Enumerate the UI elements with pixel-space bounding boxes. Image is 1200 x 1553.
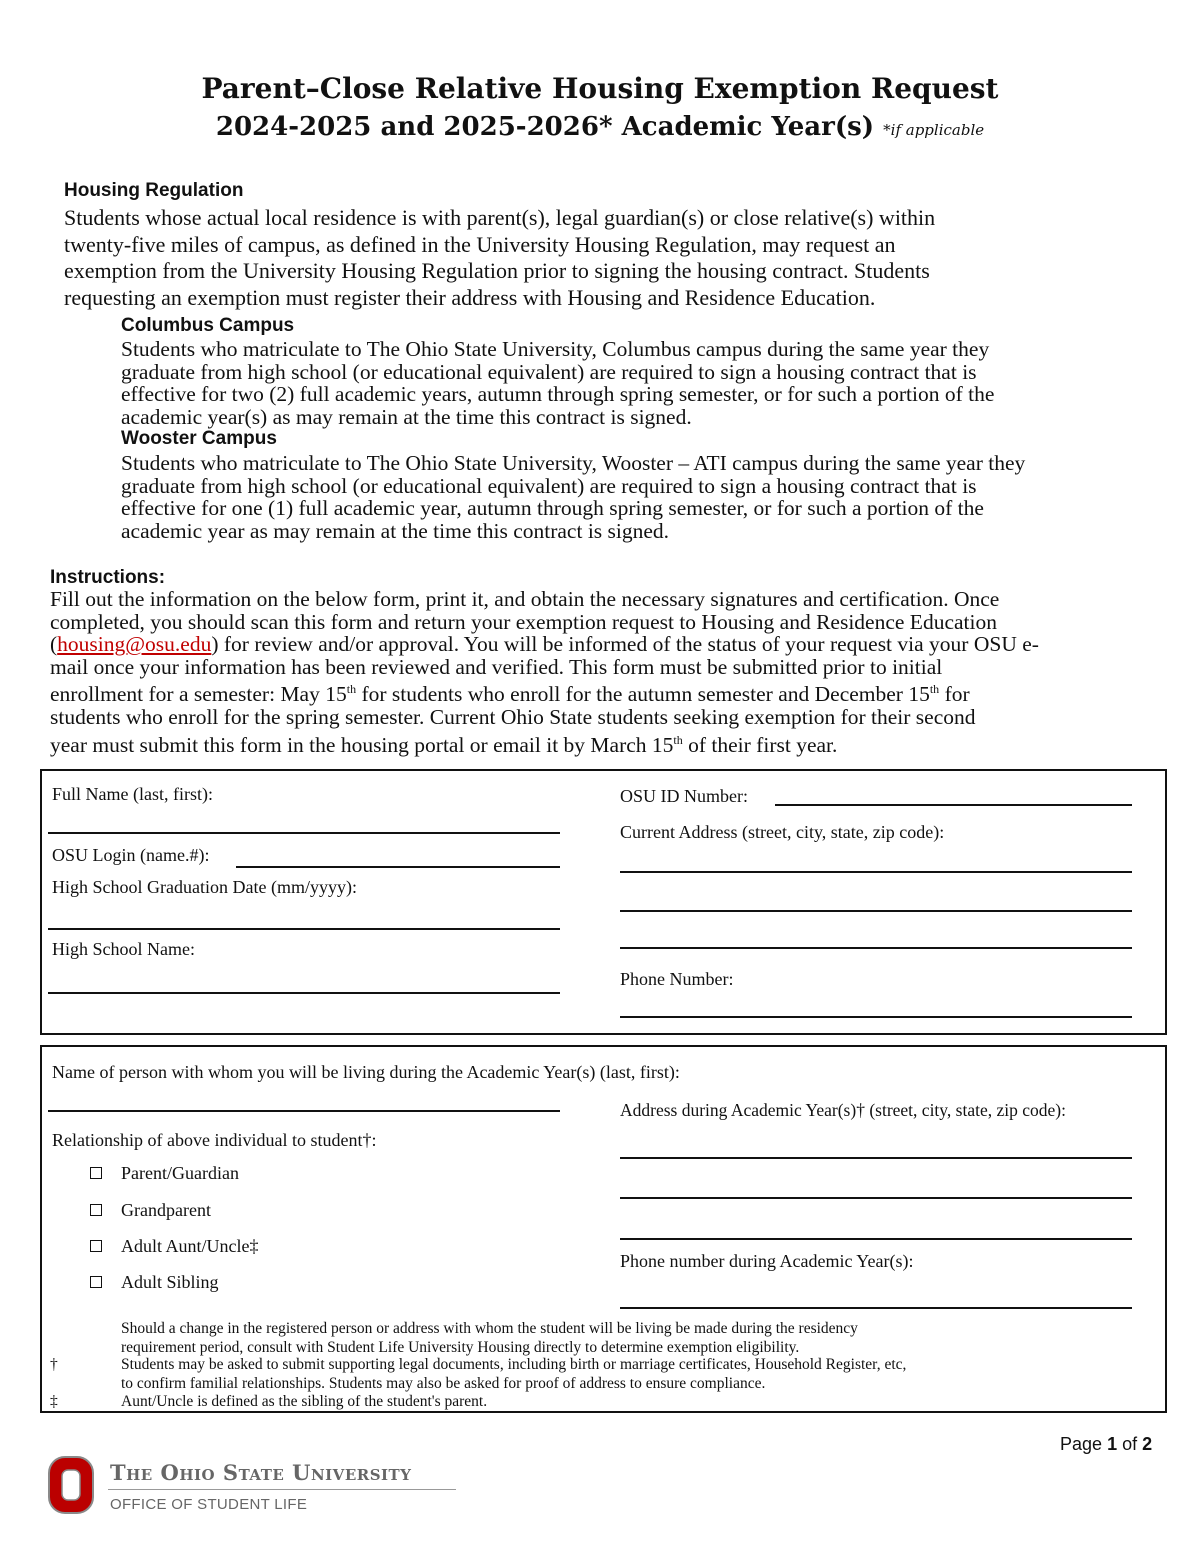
regulation-heading: Housing Regulation <box>64 180 244 201</box>
osu-id-field[interactable] <box>775 804 1132 806</box>
academic-address-field-2[interactable] <box>620 1197 1132 1199</box>
double-dagger-symbol: ‡ <box>50 1393 58 1410</box>
academic-phone-label: Phone number during Academic Year(s): <box>620 1251 914 1271</box>
university-name <box>110 1460 411 1485</box>
instructions-line <box>50 678 1170 706</box>
superscript: th <box>929 682 940 697</box>
instructions-text: year must submit this form in the housing portal or email it by March 15 <box>50 732 674 757</box>
columbus-line: academic year(s) as may remain at the time this contract is signed. <box>121 404 692 429</box>
current-address-field-2[interactable] <box>620 910 1132 912</box>
current-address-label: Current Address (street, city, state, zip code): <box>620 822 945 842</box>
dagger-note <box>121 1356 1161 1393</box>
university-name-text: The Ohio State University <box>110 1460 412 1485</box>
regulation-line: requesting an exemption must register their address with Housing and Residence Education. <box>64 284 876 310</box>
paren: ( <box>50 632 58 657</box>
note-line: requirement period, consult with Student Life University Housing directly to determine exemption eligibility. <box>121 1338 800 1356</box>
page-current: 1 <box>1107 1434 1118 1454</box>
subtitle-text: 2024-2025 and 2025-2026* Academic Year(s) <box>215 112 875 142</box>
regulation-line: exemption from the University Housing Regulation prior to signing the housing contract. Students <box>64 258 930 283</box>
full-name-label: Full Name (last, first): <box>52 784 213 804</box>
page-of: of <box>1122 1434 1138 1454</box>
instructions-text: ) for review and/or approval. You will be informed of the status of your request via your OSU e- <box>211 632 1039 657</box>
page-total: 2 <box>1142 1434 1153 1454</box>
osu-login-label: OSU Login (name.#): <box>52 845 210 865</box>
student-info-box <box>40 769 1167 1035</box>
instructions-heading: Instructions: <box>50 567 166 588</box>
columbus-line: Students who matriculate to The Ohio State University, Columbus campus during the same year they <box>121 337 990 361</box>
academic-address-label: Address during Academic Year(s)† (street, city, state, zip code): <box>620 1100 1066 1120</box>
instructions-line: Fill out the information on the below form, print it, and obtain the necessary signatures and certification. Once <box>50 587 1000 611</box>
instructions-line <box>50 633 1170 656</box>
regulation-paragraph <box>64 205 1164 311</box>
instructions-line <box>50 729 1170 757</box>
wooster-line: effective for one (1) full academic year, autumn through spring semester, or for such a portion of the <box>121 496 984 521</box>
columbus-line: effective for two (2) full academic years, autumn through spring semester, or for such a portion of the <box>121 382 995 407</box>
superscript: th <box>673 732 683 747</box>
subtitle-note: *if applicable <box>883 121 985 139</box>
option-label: Parent/Guardian <box>121 1163 239 1183</box>
osu-id-label: OSU ID Number: <box>620 786 748 806</box>
checkbox-parent-guardian[interactable] <box>90 1167 102 1179</box>
housing-email-link[interactable]: housing@osu.edu <box>57 632 212 657</box>
option-label: Grandparent <box>121 1200 211 1220</box>
page-word: Page <box>1060 1434 1103 1454</box>
columbus-heading: Columbus Campus <box>121 315 295 336</box>
wooster-line: academic year as may remain at the time this contract is signed. <box>121 518 670 543</box>
phone-label: Phone Number: <box>620 969 734 989</box>
academic-address-field-3[interactable] <box>620 1238 1132 1240</box>
instructions-text: for <box>939 682 970 707</box>
columbus-paragraph <box>121 338 1171 428</box>
page-subtitle <box>0 112 1200 142</box>
instructions-paragraph <box>50 588 1170 756</box>
instructions-text: for students who enroll for the autumn semester and December 15 <box>356 682 930 707</box>
full-name-field[interactable] <box>48 832 560 834</box>
instructions-text: enrollment for a semester: May 15 <box>50 682 347 707</box>
columbus-line: graduate from high school (or educational equivalent) are required to sign a housing contract that is <box>121 359 977 384</box>
hs-name-label: High School Name: <box>52 939 195 959</box>
checkbox-adult-sibling[interactable] <box>90 1276 102 1288</box>
regulation-line: twenty-five miles of campus, as defined in the University Housing Regulation, may request an <box>64 231 896 257</box>
regulation-line: Students whose actual local residence is with parent(s), legal guardian(s) or close relative(s) within <box>64 205 936 230</box>
double-dagger-note: Aunt/Uncle is defined as the sibling of the student's parent. <box>121 1393 488 1410</box>
instructions-line: students who enroll for the spring semester. Current Ohio State students seeking exemption for their second <box>50 705 976 730</box>
note-line: Students may be asked to submit supporting legal documents, including birth or marriage certificates, Household Register, etc, <box>121 1356 907 1373</box>
instructions-line: mail once your information has been reviewed and verified. This form must be submitted prior to initial <box>50 654 943 679</box>
wooster-paragraph <box>121 452 1171 542</box>
relationship-label: Relationship of above individual to student†: <box>52 1130 377 1150</box>
page-number <box>1060 1434 1152 1455</box>
academic-phone-field[interactable] <box>620 1307 1132 1309</box>
change-note <box>121 1320 1161 1357</box>
phone-field[interactable] <box>620 1016 1132 1018</box>
option-label: Adult Sibling <box>121 1272 219 1292</box>
page-title: Parent–Close Relative Housing Exemption Request <box>201 72 999 105</box>
osu-block-o-logo-icon <box>48 1456 94 1514</box>
instructions-line: completed, you should scan this form and return your exemption request to Housing and Residence Education <box>50 609 997 634</box>
current-address-field-1[interactable] <box>620 871 1132 873</box>
academic-address-field-1[interactable] <box>620 1157 1132 1159</box>
option-label: Adult Aunt/Uncle‡ <box>121 1236 259 1256</box>
note-line: Should a change in the registered person or address with whom the student will be living be made during the residency <box>121 1320 858 1337</box>
wooster-heading: Wooster Campus <box>121 428 277 449</box>
hs-name-field[interactable] <box>48 992 560 994</box>
office-name: OFFICE OF STUDENT LIFE <box>110 1496 308 1513</box>
checkbox-aunt-uncle[interactable] <box>90 1240 102 1252</box>
note-line: to confirm familial relationships. Students may also be asked for proof of address to ensure compliance. <box>121 1374 766 1392</box>
wooster-line: graduate from high school (or educational equivalent) are required to sign a housing contract that is <box>121 473 977 498</box>
hs-grad-date-field[interactable] <box>48 928 560 930</box>
dagger-symbol: † <box>50 1356 58 1373</box>
hs-grad-date-label: High School Graduation Date (mm/yyyy): <box>52 877 357 897</box>
instructions-text: of their first year. <box>682 732 838 757</box>
superscript: th <box>346 682 357 697</box>
osu-login-field[interactable] <box>236 866 560 868</box>
wooster-line: Students who matriculate to The Ohio State University, Wooster – ATI campus during the same year they <box>121 451 1026 475</box>
current-address-field-3[interactable] <box>620 947 1132 949</box>
logo-divider <box>108 1489 456 1490</box>
person-name-label: Name of person with whom you will be living during the Academic Year(s) (last, first): <box>52 1062 680 1082</box>
checkbox-grandparent[interactable] <box>90 1204 102 1216</box>
person-name-field[interactable] <box>48 1110 560 1112</box>
